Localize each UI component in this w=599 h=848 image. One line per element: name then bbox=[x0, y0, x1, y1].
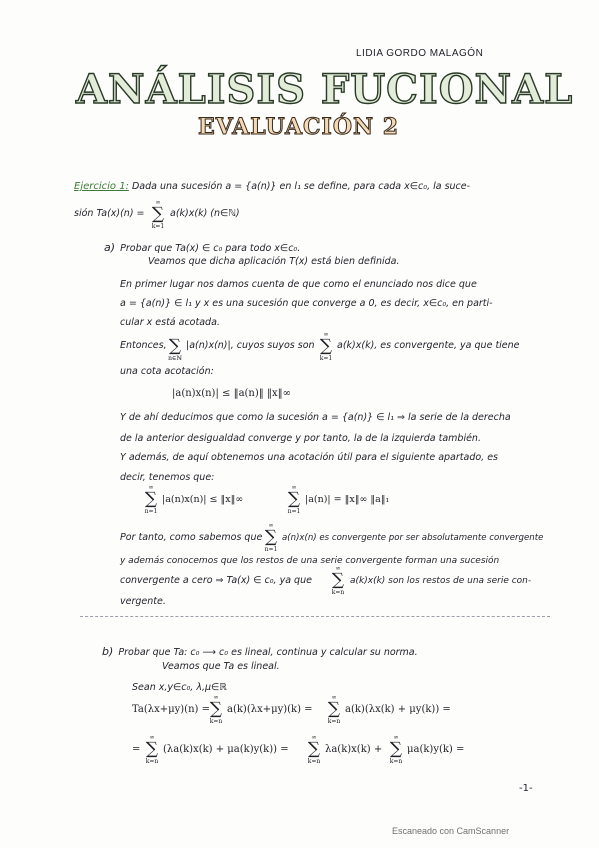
exercise-intro-text: Dada una sucesión a = {a(n)} en l₁ se define, para cada x∈c₀, la suce- bbox=[131, 181, 471, 192]
part-b-statement-text: Probar que Ta: c₀ ⟶ c₀ es lineal, continua y calcular su norma. bbox=[118, 647, 418, 658]
part-a-entonces-post: a(k)x(k), es convergente, ya que tiene bbox=[337, 340, 520, 351]
part-a-line-3: a = {a(n)} ∈ l₁ y x es una sucesión que converge a 0, es decir, x∈c₀, en parti- bbox=[120, 298, 493, 309]
part-a-line2-1: Y de ahí deducimos que como la sucesión a = {a(n)} ∈ l₁ ⇒ la serie de la derecha bbox=[120, 412, 511, 423]
eq2-rhs-a: λa(k)x(k) + bbox=[325, 744, 383, 755]
part-a-line2-4: decir, tenemos que: bbox=[120, 472, 215, 483]
sum-lower-limit: k=n bbox=[389, 758, 403, 765]
sigma-icon: ∑ bbox=[151, 204, 165, 224]
sum-lower-limit: k=1 bbox=[319, 355, 333, 362]
part-a-line2-2: de la anterior desigualdad converge y por tanto, la de la izquierda también. bbox=[120, 433, 481, 444]
sum-lower-limit: k=n bbox=[307, 758, 321, 765]
part-a-line4: y además conocemos que los restos de una serie convergente forman una sucesión bbox=[120, 556, 500, 566]
eq1-mid: a(k)(λx+μy)(k) = bbox=[227, 704, 313, 715]
sum-upper-limit: ∞ bbox=[148, 484, 154, 491]
exercise-intro-post: a(k)x(k) (n∈ℕ) bbox=[170, 208, 240, 219]
part-a-line3-post: a(n)x(n) es convergente por ser absolutamente convergente bbox=[282, 533, 544, 543]
sum-lower-limit: k=n bbox=[145, 758, 159, 765]
eq1-sum-symbol-1 bbox=[208, 694, 224, 725]
part-a-label: a) bbox=[104, 241, 116, 254]
author-name: LIDIA GORDO MALAGÓN bbox=[356, 48, 484, 59]
part-a-line2-3: Y además, de aquí obtenemos una acotación útil para el siguiente apartado, es bbox=[120, 452, 499, 463]
sigma-icon: ∑ bbox=[307, 739, 321, 759]
sigma-icon: ∑ bbox=[144, 489, 158, 509]
sum-lower-limit: k=n bbox=[331, 589, 345, 596]
sum-lower-limit: k=n bbox=[327, 718, 341, 725]
eq2-sum-symbol-2 bbox=[306, 734, 322, 765]
eq1-sum-symbol-2 bbox=[326, 694, 342, 725]
sigma-icon: ∑ bbox=[264, 527, 278, 547]
sum-upper-limit: ∞ bbox=[335, 565, 341, 572]
scanner-watermark: Escaneado con CamScanner bbox=[392, 826, 510, 836]
sigma-icon: ∑ bbox=[209, 699, 223, 719]
sum-upper-limit: ∞ bbox=[149, 734, 155, 741]
sum-upper-limit: ∞ bbox=[213, 694, 219, 701]
exercise-label: Ejercicio 1: bbox=[74, 181, 129, 192]
part-a-line5-post: a(k)x(k) son los restos de una serie con- bbox=[350, 576, 532, 586]
series-bound-right: |a(n)| = ‖x‖∞ ‖a‖₁ bbox=[305, 494, 390, 505]
exercise-intro-pre: sión Ta(x)(n) = bbox=[74, 208, 145, 219]
exercise-intro-line-1 bbox=[74, 181, 470, 192]
part-a-line-4: cular x está acotada. bbox=[120, 317, 220, 328]
sum-lower-limit: n=1 bbox=[287, 508, 301, 515]
eq2-rhs-b: μa(k)y(k) = bbox=[407, 744, 465, 755]
part-a-line5-pre: convergente a cero ⇒ Ta(x) ∈ c₀, ya que bbox=[120, 575, 312, 586]
part-a-entonces-pre: Entonces, bbox=[120, 340, 167, 351]
part-a-bound-formula: |a(n)x(n)| ≤ ‖a(n)‖ ‖x‖∞ bbox=[172, 388, 291, 399]
sigma-icon: ∑ bbox=[327, 699, 341, 719]
sum-lower-limit: k=n bbox=[209, 718, 223, 725]
part-a-statement bbox=[104, 236, 300, 255]
sigma-icon: ∑ bbox=[168, 336, 182, 356]
sigma-icon: ∑ bbox=[145, 739, 159, 759]
lines5-sum-symbol bbox=[330, 565, 346, 596]
part-b-statement bbox=[102, 640, 418, 659]
part-a-entonces-mid: |a(n)x(n)|, cuyos suyos son bbox=[186, 340, 315, 351]
part-a-bound-intro: una cota acotación: bbox=[120, 366, 214, 377]
lines3-sum-symbol bbox=[263, 522, 279, 553]
eq1-lhs: Ta(λx+μy)(n) = bbox=[132, 704, 210, 715]
part-a-line3-pre: Por tanto, como sabemos que bbox=[120, 532, 263, 543]
eq2-sum-symbol-3 bbox=[388, 734, 404, 765]
part-b-line-1: Veamos que Ta es lineal. bbox=[162, 661, 280, 672]
part-a-line-1: Veamos que dicha aplicación T(x) está bien definida. bbox=[148, 256, 400, 267]
eq2-mid: (λa(k)x(k) + μa(k)y(k)) = bbox=[163, 744, 289, 755]
sum-upper-limit: ∞ bbox=[155, 199, 161, 206]
sum-upper-limit: ∞ bbox=[268, 522, 274, 529]
sigma-icon: ∑ bbox=[319, 336, 333, 356]
entonces-sum-symbol bbox=[166, 331, 184, 362]
eq2-sum-symbol-1 bbox=[144, 734, 160, 765]
exercise-sum-symbol bbox=[150, 199, 166, 230]
sum-lower-limit: n=1 bbox=[144, 508, 158, 515]
sum-upper-limit: ∞ bbox=[291, 484, 297, 491]
eq1-rhs: a(k)(λx(k) + μy(k)) = bbox=[345, 704, 451, 715]
page-subtitle: EVALUACIÓN 2 bbox=[198, 114, 400, 140]
eq2-lhs: = bbox=[132, 744, 141, 755]
sum-lower-limit: n=1 bbox=[264, 546, 278, 553]
sum-lower-limit: n∈ℕ bbox=[168, 355, 182, 362]
part-a-line6: vergente. bbox=[120, 596, 166, 607]
page-title: ANÁLISIS FUCIONAL bbox=[76, 66, 574, 113]
section-divider bbox=[80, 616, 550, 617]
part-b-line-2: Sean x,y∈c₀, λ,μ∈ℝ bbox=[132, 682, 227, 693]
sum-upper-limit: ∞ bbox=[393, 734, 399, 741]
entonces-sum2-symbol bbox=[318, 331, 334, 362]
series-sum-symbol-2 bbox=[286, 484, 302, 515]
series-bound-left: |a(n)x(n)| ≤ ‖x‖∞ bbox=[162, 494, 244, 505]
sigma-icon: ∑ bbox=[389, 739, 403, 759]
exercise-intro-line-2 bbox=[74, 208, 145, 219]
part-b-label: b) bbox=[102, 645, 114, 658]
sum-upper-limit: ∞ bbox=[311, 734, 317, 741]
sigma-icon: ∑ bbox=[287, 489, 301, 509]
sigma-icon: ∑ bbox=[331, 570, 345, 590]
page-number: -1- bbox=[519, 783, 533, 794]
part-a-line-2: En primer lugar nos damos cuenta de que como el enunciado nos dice que bbox=[120, 279, 477, 290]
sum-upper-limit: ∞ bbox=[331, 694, 337, 701]
sum-upper-limit: ∞ bbox=[323, 331, 329, 338]
part-a-statement-text: Probar que Ta(x) ∈ c₀ para todo x∈c₀. bbox=[120, 243, 301, 254]
sum-lower-limit: k=1 bbox=[151, 223, 165, 230]
series-sum-symbol-1 bbox=[143, 484, 159, 515]
